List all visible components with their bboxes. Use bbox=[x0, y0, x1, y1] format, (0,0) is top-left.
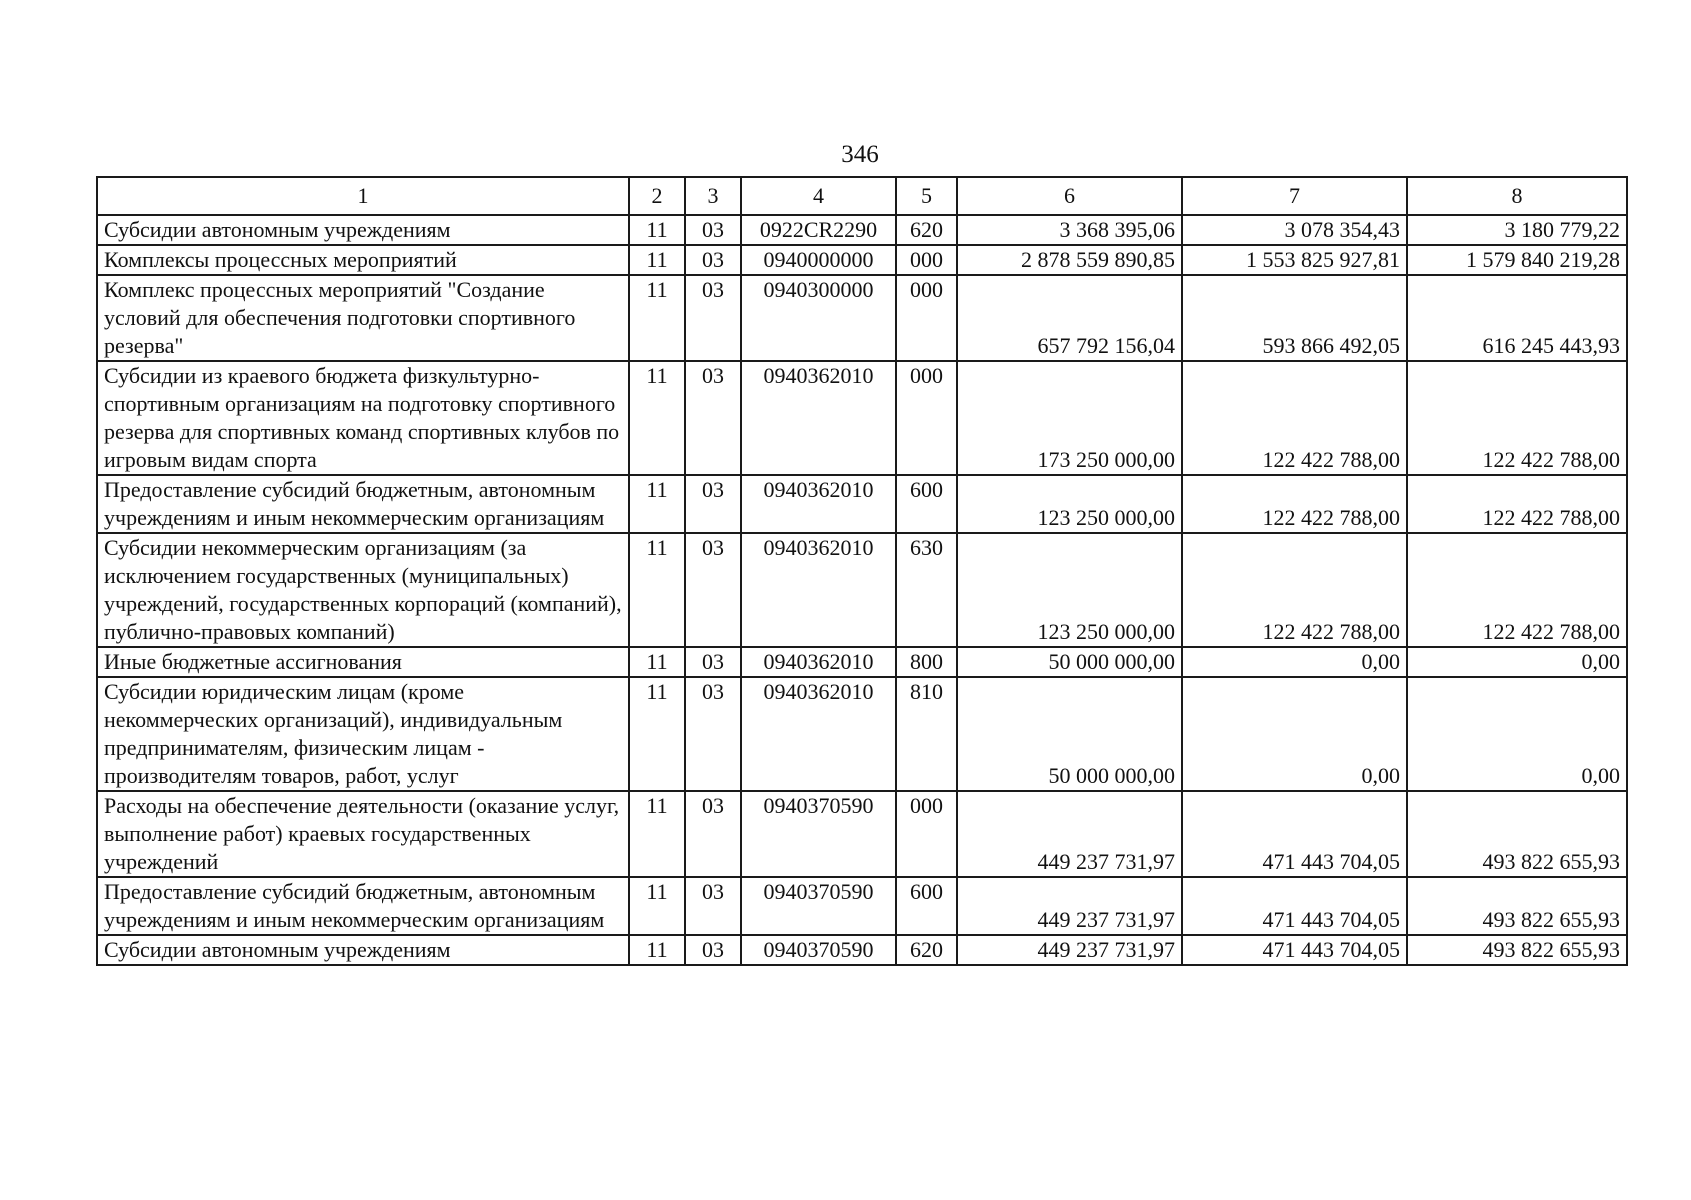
amount-col-7: 1 553 825 927,81 bbox=[1182, 245, 1407, 275]
target-article-code: 0940362010 bbox=[741, 677, 896, 791]
amount-col-8: 493 822 655,93 bbox=[1407, 935, 1627, 965]
subsection-code: 03 bbox=[685, 475, 741, 533]
subsection-code: 03 bbox=[685, 677, 741, 791]
amount-col-6: 449 237 731,97 bbox=[957, 877, 1182, 935]
amount-col-6: 50 000 000,00 bbox=[957, 647, 1182, 677]
page-number: 346 bbox=[841, 141, 879, 168]
amount-col-8: 1 579 840 219,28 bbox=[1407, 245, 1627, 275]
column-header: 1 bbox=[97, 177, 629, 215]
target-article-code: 0922CR2290 bbox=[741, 215, 896, 245]
row-description: Субсидии юридическим лицам (кроме некоммерческих организаций), индивидуальным предпринимателям, физическим лицам - производителям товаров, работ, услуг bbox=[97, 677, 629, 791]
subsection-code: 03 bbox=[685, 647, 741, 677]
column-header: 4 bbox=[741, 177, 896, 215]
amount-col-6: 123 250 000,00 bbox=[957, 475, 1182, 533]
section-code: 11 bbox=[629, 533, 685, 647]
budget-table bbox=[96, 176, 1628, 966]
table-row bbox=[97, 791, 1627, 877]
amount-col-8: 493 822 655,93 bbox=[1407, 791, 1627, 877]
column-header: 6 bbox=[957, 177, 1182, 215]
table-row bbox=[97, 533, 1627, 647]
amount-col-6: 2 878 559 890,85 bbox=[957, 245, 1182, 275]
target-article-code: 0940362010 bbox=[741, 647, 896, 677]
row-description: Комплекс процессных мероприятий "Создание условий для обеспечения подготовки спортивного резерва" bbox=[97, 275, 629, 361]
amount-col-7: 0,00 bbox=[1182, 677, 1407, 791]
row-description: Иные бюджетные ассигнования bbox=[97, 647, 629, 677]
subsection-code: 03 bbox=[685, 245, 741, 275]
section-code: 11 bbox=[629, 275, 685, 361]
target-article-code: 0940362010 bbox=[741, 361, 896, 475]
amount-col-8: 3 180 779,22 bbox=[1407, 215, 1627, 245]
expense-type-code: 600 bbox=[896, 877, 957, 935]
section-code: 11 bbox=[629, 877, 685, 935]
amount-col-8: 493 822 655,93 bbox=[1407, 877, 1627, 935]
row-description: Субсидии некоммерческим организациям (за исключением государственных (муниципальных) учреждений, государственных корпораций (компаний), публично-правовых компаний) bbox=[97, 533, 629, 647]
row-description: Комплексы процессных мероприятий bbox=[97, 245, 629, 275]
header-row bbox=[97, 177, 1627, 215]
section-code: 11 bbox=[629, 935, 685, 965]
amount-col-7: 471 443 704,05 bbox=[1182, 791, 1407, 877]
section-code: 11 bbox=[629, 475, 685, 533]
subsection-code: 03 bbox=[685, 533, 741, 647]
column-header: 5 bbox=[896, 177, 957, 215]
amount-col-7: 593 866 492,05 bbox=[1182, 275, 1407, 361]
amount-col-7: 122 422 788,00 bbox=[1182, 361, 1407, 475]
column-header: 8 bbox=[1407, 177, 1627, 215]
section-code: 11 bbox=[629, 791, 685, 877]
column-header: 3 bbox=[685, 177, 741, 215]
amount-col-6: 3 368 395,06 bbox=[957, 215, 1182, 245]
expense-type-code: 620 bbox=[896, 935, 957, 965]
amount-col-7: 3 078 354,43 bbox=[1182, 215, 1407, 245]
table-row bbox=[97, 647, 1627, 677]
table-row bbox=[97, 877, 1627, 935]
column-header: 7 bbox=[1182, 177, 1407, 215]
table-row bbox=[97, 677, 1627, 791]
amount-col-8: 122 422 788,00 bbox=[1407, 475, 1627, 533]
subsection-code: 03 bbox=[685, 361, 741, 475]
amount-col-6: 123 250 000,00 bbox=[957, 533, 1182, 647]
target-article-code: 0940300000 bbox=[741, 275, 896, 361]
subsection-code: 03 bbox=[685, 935, 741, 965]
amount-col-8: 616 245 443,93 bbox=[1407, 275, 1627, 361]
amount-col-7: 471 443 704,05 bbox=[1182, 877, 1407, 935]
expense-type-code: 620 bbox=[896, 215, 957, 245]
target-article-code: 0940362010 bbox=[741, 533, 896, 647]
table-row bbox=[97, 215, 1627, 245]
target-article-code: 0940370590 bbox=[741, 935, 896, 965]
expense-type-code: 000 bbox=[896, 791, 957, 877]
amount-col-7: 0,00 bbox=[1182, 647, 1407, 677]
target-article-code: 0940362010 bbox=[741, 475, 896, 533]
amount-col-7: 122 422 788,00 bbox=[1182, 533, 1407, 647]
amount-col-8: 122 422 788,00 bbox=[1407, 361, 1627, 475]
subsection-code: 03 bbox=[685, 791, 741, 877]
row-description: Расходы на обеспечение деятельности (оказание услуг, выполнение работ) краевых государственных учреждений bbox=[97, 791, 629, 877]
expense-type-code: 810 bbox=[896, 677, 957, 791]
expense-type-code: 630 bbox=[896, 533, 957, 647]
amount-col-6: 449 237 731,97 bbox=[957, 935, 1182, 965]
amount-col-6: 449 237 731,97 bbox=[957, 791, 1182, 877]
table-row bbox=[97, 275, 1627, 361]
row-description: Предоставление субсидий бюджетным, автономным учреждениям и иным некоммерческим организациям bbox=[97, 877, 629, 935]
amount-col-6: 173 250 000,00 bbox=[957, 361, 1182, 475]
section-code: 11 bbox=[629, 245, 685, 275]
section-code: 11 bbox=[629, 361, 685, 475]
subsection-code: 03 bbox=[685, 877, 741, 935]
subsection-code: 03 bbox=[685, 275, 741, 361]
amount-col-8: 0,00 bbox=[1407, 677, 1627, 791]
expense-type-code: 600 bbox=[896, 475, 957, 533]
row-description: Субсидии автономным учреждениям bbox=[97, 215, 629, 245]
row-description: Субсидии автономным учреждениям bbox=[97, 935, 629, 965]
table-row bbox=[97, 935, 1627, 965]
section-code: 11 bbox=[629, 677, 685, 791]
amount-col-6: 50 000 000,00 bbox=[957, 677, 1182, 791]
expense-type-code: 000 bbox=[896, 361, 957, 475]
table-row bbox=[97, 475, 1627, 533]
expense-type-code: 800 bbox=[896, 647, 957, 677]
target-article-code: 0940370590 bbox=[741, 877, 896, 935]
expense-type-code: 000 bbox=[896, 275, 957, 361]
amount-col-7: 122 422 788,00 bbox=[1182, 475, 1407, 533]
row-description: Субсидии из краевого бюджета физкультурно-спортивным организациям на подготовку спортивного резерва для спортивных команд спортивных клубов по игровым видам спорта bbox=[97, 361, 629, 475]
section-code: 11 bbox=[629, 215, 685, 245]
section-code: 11 bbox=[629, 647, 685, 677]
amount-col-8: 122 422 788,00 bbox=[1407, 533, 1627, 647]
row-description: Предоставление субсидий бюджетным, автономным учреждениям и иным некоммерческим организациям bbox=[97, 475, 629, 533]
amount-col-7: 471 443 704,05 bbox=[1182, 935, 1407, 965]
expense-type-code: 000 bbox=[896, 245, 957, 275]
column-header: 2 bbox=[629, 177, 685, 215]
subsection-code: 03 bbox=[685, 215, 741, 245]
amount-col-8: 0,00 bbox=[1407, 647, 1627, 677]
amount-col-6: 657 792 156,04 bbox=[957, 275, 1182, 361]
table-row bbox=[97, 245, 1627, 275]
target-article-code: 0940370590 bbox=[741, 791, 896, 877]
table-row bbox=[97, 361, 1627, 475]
target-article-code: 0940000000 bbox=[741, 245, 896, 275]
